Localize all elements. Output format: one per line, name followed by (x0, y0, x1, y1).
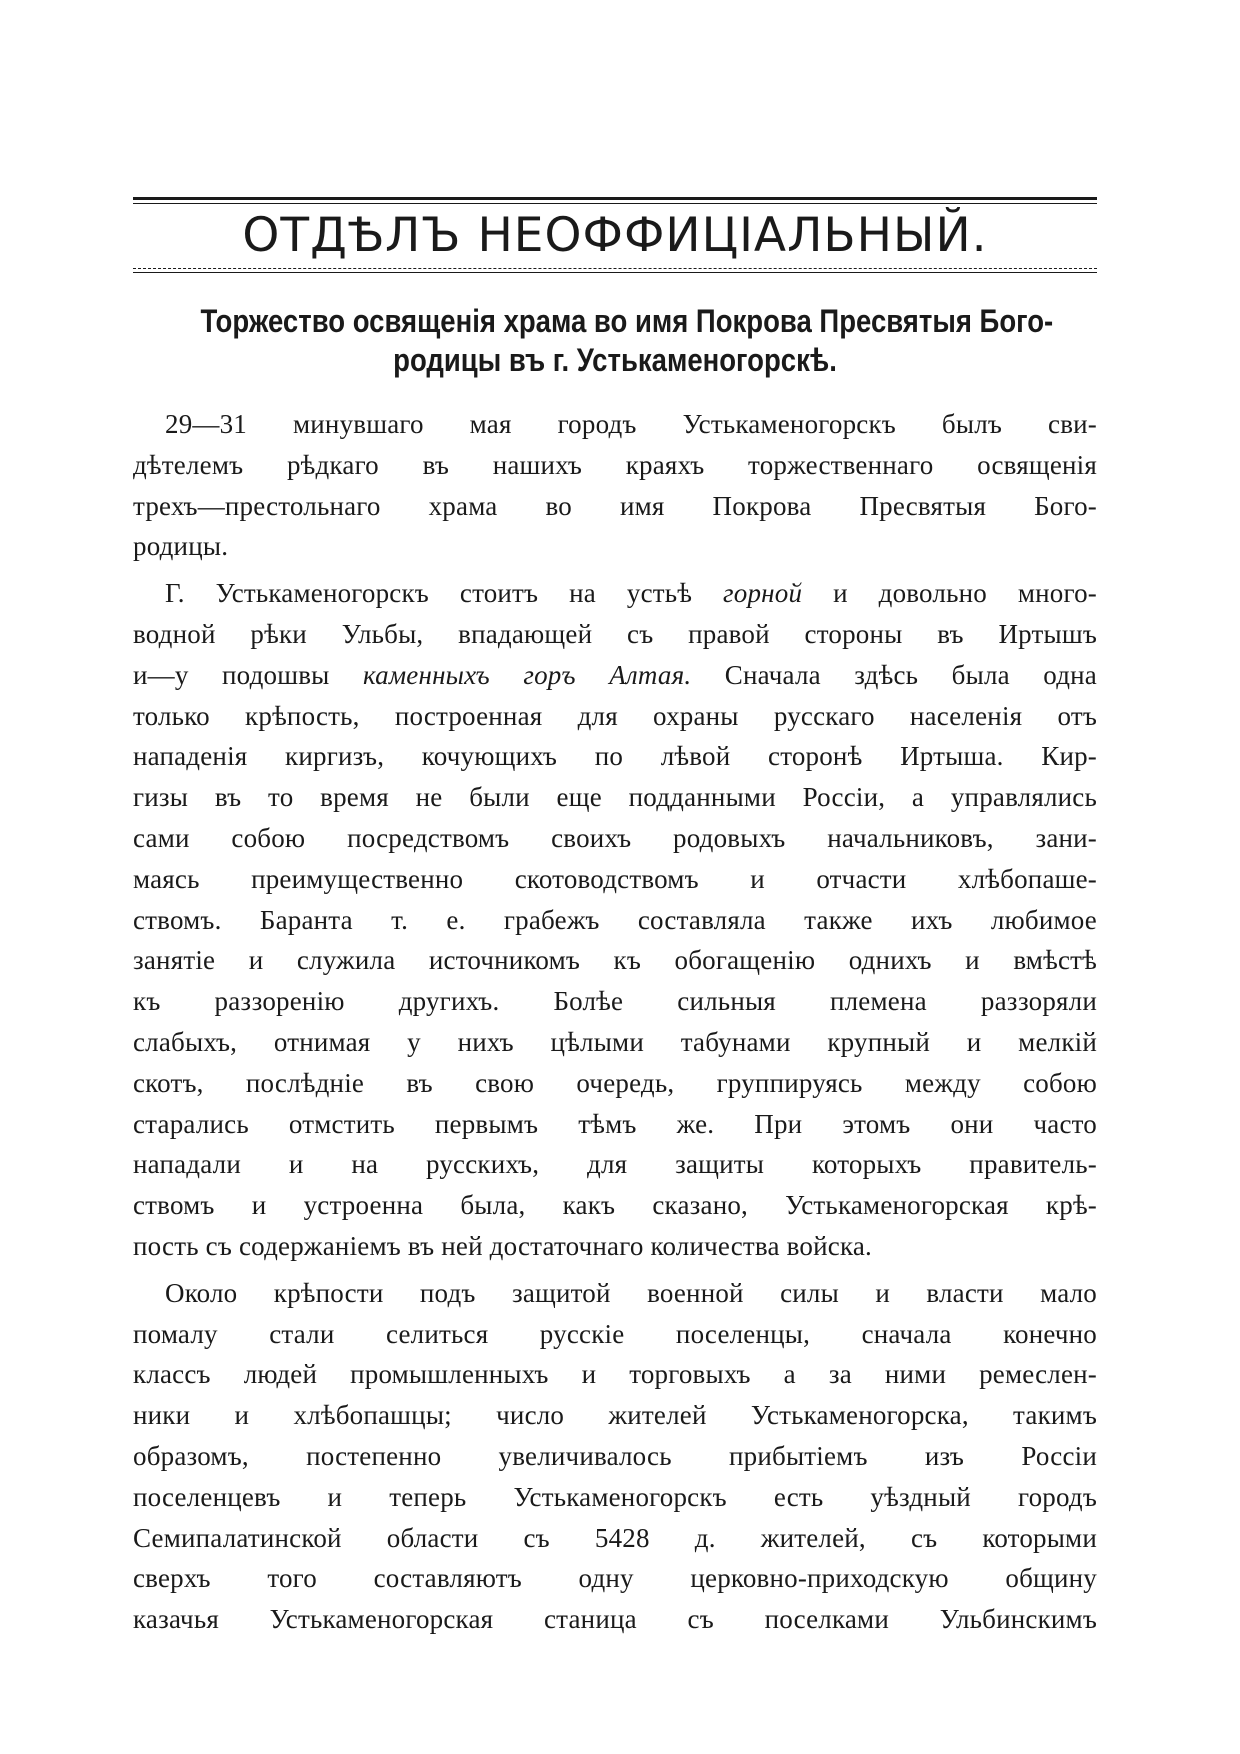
article-body (133, 404, 1097, 1646)
text-line: сверхъ того составляютъ одну церковно-приходскую общину (133, 1563, 1097, 1594)
text-line: казачья Устькаменогорская станица съ поселками Ульбинскимъ (133, 1604, 1097, 1635)
header-rule-bottom (133, 272, 1097, 273)
text-line: нападали и на русскихъ, для защиты которыхъ правитель- (133, 1149, 1097, 1180)
text-line: родицы. (133, 531, 229, 562)
text-line: къ раззоренію другихъ. Болѣе сильныя племена раззоряли (133, 986, 1097, 1017)
text-line: слабыхъ, отнимая у нихъ цѣлыми табунами крупный и мелкій (133, 1026, 1097, 1057)
text-line: сами собою посредствомъ своихъ родовыхъ начальниковъ, зани- (133, 822, 1097, 853)
text-line: классъ людей промышленныхъ и торговыхъ а за ними ремеслен- (133, 1359, 1097, 1390)
text-line: маясь преимущественно скотоводствомъ и отчасти хлѣбопаше- (133, 863, 1097, 894)
text-line: гизы въ то время не были еще подданными Россіи, а управлялись (133, 782, 1097, 813)
text-line: скотъ, послѣдніе въ свою очередь, группируясь между собою (133, 1067, 1097, 1098)
document-page (133, 0, 1097, 1754)
text-line: нападенія киргизъ, кочующихъ по лѣвой сторонѣ Иртыша. Кир- (133, 741, 1097, 772)
text-line (133, 573, 1097, 614)
header-rule-thick (133, 197, 1097, 200)
text-line: трехъ—престольнаго храма во имя Покрова Пресвятыя Бого- (133, 490, 1097, 521)
paragraph-2 (133, 573, 1097, 1267)
text-line: занятіе и служила источникомъ къ обогащенію однихъ и вмѣстѣ (133, 945, 1097, 976)
section-title: ОТДѢЛЪ НЕОФФИЦІАЛЬНЫЙ. (242, 208, 988, 263)
text-line: старались отмстить первымъ тѣмъ же. При этомъ они часто (133, 1108, 1097, 1139)
text-line: только крѣпость, построенная для охраны русскаго населенія отъ (133, 700, 1097, 731)
italic-text: каменныхъ горъ Алтая. (363, 659, 692, 690)
paragraph-1 (133, 404, 1097, 567)
article-title-line: Торжество освященія храма во имя Покрова Пресвятыя Бого- (200, 303, 1054, 339)
text-line: Семипалатинской области съ 5428 д. жителей, съ которыми (133, 1522, 1097, 1553)
paragraph-3 (133, 1273, 1097, 1640)
text-line: образомъ, постепенно увеличивалось прибытіемъ изъ Россіи (133, 1440, 1097, 1471)
header-rule-dashed (133, 268, 1097, 269)
header-rule-thin (133, 203, 1097, 204)
text-line: поселенцевъ и теперь Устькаменогорскъ есть уѣздный городъ (133, 1481, 1097, 1512)
text-segment: Сначала здѣсь была одна (691, 659, 1097, 690)
text-line: помалу стали селиться русскіе поселенцы, сначала конечно (133, 1318, 1097, 1349)
text-line: ствомъ и устроенна была, какъ сказано, Устькаменогорская крѣ- (133, 1190, 1097, 1221)
text-segment: и—у подошвы (133, 659, 364, 690)
text-line: ники и хлѣбопашцы; число жителей Устькаменогорска, такимъ (133, 1400, 1097, 1431)
article-title (200, 302, 1054, 380)
text-line: водной рѣки Ульбы, впадающей съ правой стороны въ Иртышъ (133, 618, 1097, 649)
text-segment: Г. Устькаменогорскъ стоитъ на устьѣ (165, 578, 724, 609)
article-title-line: родицы въ г. Устькаменогорскѣ. (393, 342, 837, 378)
text-line: 29—31 минувшаго мая городъ Устькаменогорскъ былъ сви- (165, 409, 1097, 439)
text-line: пость съ содержаніемъ въ ней достаточнаго количества войска. (133, 1230, 872, 1261)
text-line: дѣтелемъ рѣдкаго въ нашихъ краяхъ торжественнаго освященія (133, 449, 1097, 480)
italic-text: горной (723, 578, 803, 609)
text-line: ствомъ. Баранта т. е. грабежъ составляла также ихъ любимое (133, 904, 1097, 935)
text-line (133, 655, 1097, 696)
text-segment: и довольно много- (802, 578, 1097, 609)
text-line: Около крѣпости подъ защитой военной силы и власти мало (165, 1277, 1097, 1308)
